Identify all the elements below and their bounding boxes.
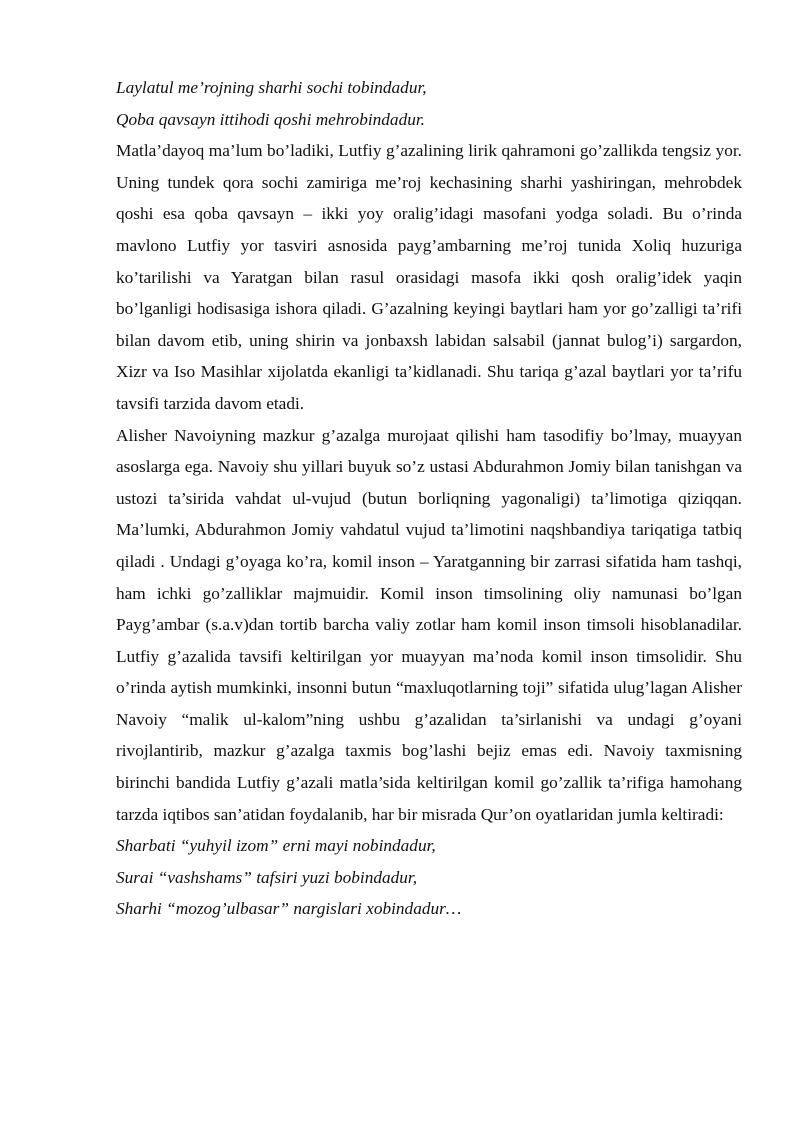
verse-line: Sharhi “mozog’ulbasar” nargislari xobindadur…: [116, 899, 462, 919]
body-paragraph: Alisher Navoiyning mazkur g’azalga murojaat qilishi ham tasodifiy bo’lmay, muayyan asoslarga ega. Navoiy shu yillari buyuk so’z ustasi Abdurahmon Jomiy bilan tanishgan va ustozi ta’sirida vahdat ul-vujud (butun borliqning yagonaligi) ta’limotiga qiziqqan. Ma’lumki, Abdurahmon Jomiy vahdatul vujud ta’limotini naqshbandiya tariqatiga tatbiq qiladi . Undagi g’oyaga ko’ra, komil inson – Yaratganning bir zarrasi sifatida ham tashqi, ham ichki go’zalliklar majmuidir. Komil inson timsolining oliy namunasi bo’lgan Payg’ambar (s.a.v)dan tortib barcha valiy zotlar ham komil inson timsoli hisoblanadilar. Lutfiy g’azalida tavsifi keltirilgan yor muayyan ma’noda komil inson timsolidir. Shu o’rinda aytish mumkinki, insonni butun “maxluqotlarning toji” sifatida ulug’lagan Alisher Navoiy “malik ul-kalom”ning ushbu g’azalidan ta’sirlanishi va undagi g’oyani rivojlantirib, mazkur g’azalga taxmis bog’lashi bejiz emas edi. Navoiy taxmisning birinchi bandida Lutfiy g’azali matla’sida keltirilgan komil go’zallik ta’rifiga hamohang tarzda iqtibos san’atidan foydalanib, har bir misrada Qur’on oyatlaridan jumla keltiradi:: [116, 425, 742, 824]
body-paragraph: Matla’dayoq ma’lum bo’ladiki, Lutfiy g’azalining lirik qahramoni go’zallikda tengsiz yor. Uning tundek qora sochi zamiriga me’roj kechasining sharhi yashiringan, mehrobdek qoshi esa qoba qavsayn – ikki yoy oralig’idagi masofani yodga soladi. Bu o’rinda mavlono Lutfiy yor tasviri asnosida payg’ambarning me’roj tunida Xoliq huzuriga ko’tarilishi va Yaratgan bilan rasul orasidagi masofa ikki qosh oralig’idek yaqin bo’lganligi hodisasiga ishora qiladi. G’azalning keyingi baytlari ham yor go’zalligi ta’rifi bilan davom etib, uning shirin va jonbaxsh labidan salsabil (jannat bulog’i) sargardon, Xizr va Iso Masihlar xijolatda ekanligi ta’kidlanadi. Shu tariqa g’azal baytlari yor ta’rifu tavsifi tarzida davom etadi.: [116, 141, 742, 413]
verse-line: Sharbati “yuhyil izom” erni mayi nobindadur,: [116, 836, 436, 856]
document-page: [116, 72, 742, 925]
verse-line: Qoba qavsayn ittihodi qoshi mehrobindadur.: [116, 109, 425, 129]
verse-line: Laylatul me’rojning sharhi sochi tobindadur,: [116, 78, 427, 97]
verse-line: Surai “vashshams” tafsiri yuzi bobindadur,: [116, 867, 418, 887]
